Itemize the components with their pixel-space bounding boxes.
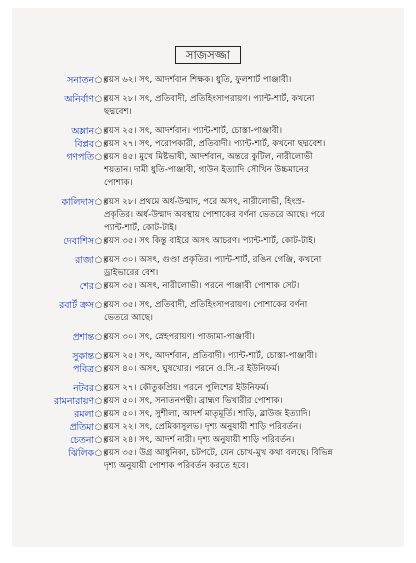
character-name: শের [79,281,94,292]
character-entry [12,382,404,395]
name-separator: ঃ [94,396,108,407]
name-separator: ঃ [94,126,108,137]
description-line: প্যান্ট-শার্ট, কোট-টাই। [104,223,177,233]
character-entry [12,254,404,280]
character-entry [12,363,404,376]
character-description [104,254,404,280]
character-name: নটবর [73,383,94,394]
description-line: বয়স ৩০। অসৎ, গুণ্ডা প্রকৃতির। প্যান্ট-শার্ট, রঙিন গেঞ্জি, কখনো [104,255,322,265]
description-line: বয়স ২৮। সৎ, প্রতিবাদী, প্রতিহিংসাপরায়ণ। প্যান্ট-শার্ট, কখনো [104,94,315,104]
character-entry [12,434,404,447]
name-separator: ঃ [94,300,108,311]
name-separator: ঃ [94,197,108,208]
character-name: অনির্বাণ [64,94,94,105]
name-separator: ঃ [94,409,108,420]
name-separator: ঃ [94,351,108,362]
character-description [104,235,404,248]
name-separator: ঃ [94,152,108,163]
character-name: গণপতি [66,152,94,163]
name-separator: ঃ [94,255,108,266]
name-separator: ঃ [94,94,108,105]
character-entry [12,299,404,325]
character-entry [12,235,404,248]
character-name: প্রতিমা [69,422,94,433]
character-name: সনাতন [67,75,94,86]
page-title: সাজসজ্জা [175,46,241,64]
character-name: রাজা [75,255,94,266]
description-line: প্রকৃতির। অর্ধ-উন্মাদ অবস্থায় পোশাকের বর্ণনা ভেতরে আছে। পরে [104,210,325,220]
description-line: বয়স ২২। সৎ, প্রেমিকাসুলভ। দৃশ্য অনুযায়ী শাড়ি পরিবর্তন। [104,422,302,432]
description-line: বয়স ২৫। সৎ, আদর্শবান। প্যান্ট-শার্ট, চোস্তা-পাঞ্জাবী। [104,126,283,136]
description-line: বয়স ৩৫। অসৎ, নারীলোভী। পরনে পাঞ্জাবী পোশাক সেট। [104,281,300,291]
description-line: বয়স ২৭। সৎ, পরোপকারী, প্রতিবাদী। প্যান্ট-শার্ট, কখনো ছদ্মবেশ। [104,139,326,149]
character-description [104,395,404,408]
character-name: অম্লান [71,126,94,137]
character-name: চেতনা [69,435,94,446]
character-description [104,434,404,447]
name-separator: ঃ [94,281,108,292]
character-entry [12,350,404,363]
name-separator: ঃ [94,435,108,446]
character-entry [12,280,404,293]
description-line: পোশাক। [104,178,133,188]
book-page [12,8,404,547]
character-description [104,382,404,395]
name-separator: ঃ [94,422,108,433]
character-description [104,196,404,235]
title-row [12,8,404,66]
description-line: ভেতরে আছে। [104,313,154,323]
description-line: বয়স ৩৫। সৎ, প্রতিবাদী, প্রতিহিংসাপরায়ণ। পোশাকের বর্ণনা [104,300,308,310]
character-description [104,74,404,87]
description-line: বয়স ৩০। সৎ, স্নেহপরায়ণ। পাজামা-পাঞ্জাবী। [104,332,255,342]
description-line: বয়স ২৮। প্রথমে অর্ধ-উন্মাদ, পরে অসৎ, নারীলোভী, হিংস্র- [104,197,305,207]
character-description [104,280,404,293]
character-name: সুকান্ত [72,351,94,362]
costume-list [12,74,404,473]
character-name: কালিদাস [61,197,94,208]
character-entry [12,447,404,473]
character-entry [12,421,404,434]
description-line: বয়স ২৪। সৎ, আদর্শ নারী। দৃশ্য অনুযায়ী শাড়ি পরিবর্তন। [104,435,295,445]
description-line: বয়স ৩৫। সৎ কিন্তু বাইরে অসৎ আচরণ। প্যান্ট-শার্ট, কোট-টাই। [104,236,316,246]
name-separator: ঃ [94,448,108,459]
character-description [104,138,404,151]
character-description [104,421,404,434]
character-name: ঝিলিক [68,448,94,459]
name-separator: ঃ [94,236,108,247]
description-line: শয়তান। দামী ধুতি-পাঞ্জাবী, গাউন ইত্যাদি সৌখিন উচ্চমানের [104,165,309,175]
description-line: বয়স ৪৫। মুখে মিষ্টভাষী, আদর্শবান, অন্তরে কুটিল, নারীলোভী [104,152,313,162]
character-description [104,350,404,363]
character-description [104,93,404,119]
character-description [104,447,404,473]
character-description [104,363,404,376]
character-name: পবিত্র [73,364,94,375]
description-line: দৃশ্য অনুযায়ী পোশাক পরিবর্তন করতে হবে। [104,461,249,471]
character-entry [12,125,404,138]
character-entry [12,196,404,235]
description-line: বয়স ৪০। অসৎ, ঘুষখোর। পরনে ও.সি.-র ইউনিফর্ম। [104,364,280,374]
character-name: রমলা [74,409,94,420]
character-entry [12,331,404,344]
character-description [104,299,404,325]
character-entry [12,408,404,421]
name-separator: ঃ [94,332,108,343]
character-name: প্রশান্ত [72,332,94,343]
character-entry [12,93,404,119]
character-entry [12,138,404,151]
description-line: বয়স ৬২। সৎ, আদর্শবান শিক্ষক। ধুতি, ফুলশার্ট পাঞ্জাবী। [104,75,292,85]
character-description [104,331,404,344]
name-separator: ঃ [94,75,108,86]
character-description [104,125,404,138]
character-description [104,151,404,190]
description-line: ছদ্মবেশ। [104,107,132,117]
character-name: রবার্ট ক্রস [59,300,94,311]
description-line: বয়স ২৫। সৎ, আদর্শবান, প্রতিবাদী। প্যান্ট-শার্ট, চোস্তা-পাঞ্জাবী। [104,351,318,361]
description-line: বয়স ২৭। কৌতুকপ্রিয়। পরনে পুলিশের ইউনিফর্ম। [104,383,269,393]
name-separator: ঃ [94,364,108,375]
description-line: ড্রাইভারের বেশ। [104,268,159,278]
character-entry [12,151,404,190]
character-description [104,408,404,421]
character-name: বিপ্লব [74,139,94,150]
character-entry [12,395,404,408]
name-separator: ঃ [94,139,108,150]
character-entry [12,74,404,87]
character-name: রামনারায়ণ [53,396,94,407]
character-name: দেবাশিস [63,236,94,247]
description-line: বয়স ৩৫। উগ্র আধুনিকা, চটপটে, যেন চোখ-মুখ কথা বলছে। বিভিন্ন [104,448,333,458]
description-line: বয়স ৫০। সৎ, সনাতনপন্থী। ব্রাহ্মণ ভিখারীর পোশাক। [104,396,283,406]
description-line: বয়স ৫০। সৎ, সুশীলা, আদর্শ মাতৃমূর্তি। শাড়ি, ব্লাউজ ইত্যাদি। [104,409,311,419]
name-separator: ঃ [94,383,108,394]
